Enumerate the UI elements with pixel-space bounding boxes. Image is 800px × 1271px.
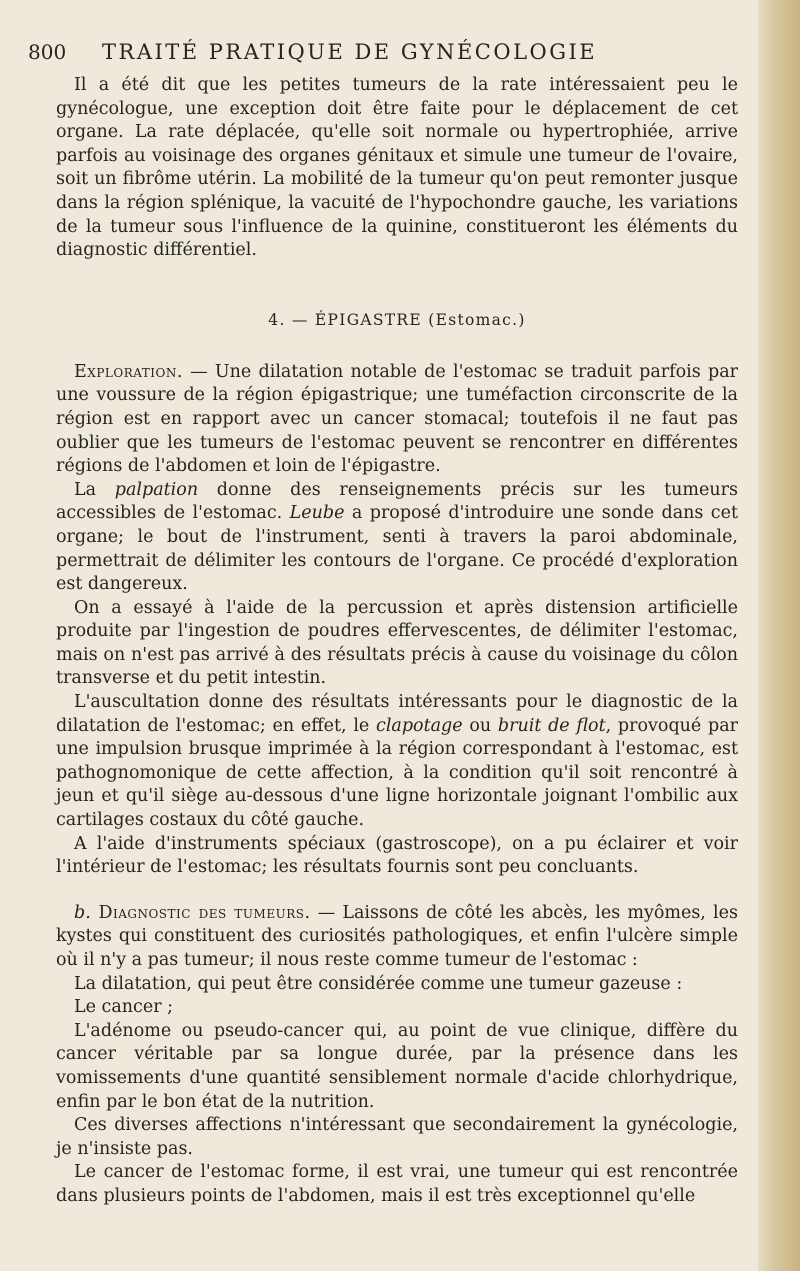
list-item-cancer: Le cancer ; — [74, 997, 174, 1018]
auscultation-mid: ou — [462, 715, 498, 736]
diagnostic-lead: Diagnostic des tumeurs. — [90, 902, 311, 923]
auscultation-pre: L'auscultation donne des résultats intéressants pour le diagnostic de la dilatation de l'estomac; en effet, le — [56, 692, 738, 736]
page-body — [28, 40, 738, 1209]
author-leube: Leube — [289, 503, 345, 524]
diagnostic-paragraph — [56, 902, 738, 973]
palpation-term: palpation — [114, 479, 199, 500]
diagnostic-letter: b. — [74, 902, 91, 923]
palpation-post: a proposé d'introduire une sonde dans cet organe; le bout de l'instrument, senti à travers la paroi abdominale, permettrait de délimiter les contours de l'organe. Ce procédé d'exploration est dangereux. — [56, 503, 738, 595]
page-number: 800 — [28, 40, 67, 64]
spacer — [56, 880, 738, 902]
clapotage-term: clapotage — [376, 715, 463, 736]
exploration-paragraph — [56, 361, 738, 479]
auscultation-paragraph — [56, 691, 738, 833]
list-item-dilatation: La dilatation, qui peut être considérée comme une tumeur gazeuse : — [74, 973, 683, 994]
palpation-paragraph — [56, 479, 738, 597]
diagnostic-text: — Laissons de côté les abcès, les myômes, les kystes qui constituent des curiosités pathologiques, et enfin l'ulcère simple où il n'y a pas tumeur; il nous reste comme tumeur de l'estomac : — [56, 902, 738, 970]
page-edge-shadow — [758, 0, 800, 1271]
exploration-text: — Une dilatation notable de l'estomac se traduit parfois par une voussure de la région épigastrique; une tuméfaction circonscrite de la région est en rapport avec un cancer stomacal; toutefois il ne faut pas oublier que les tumeurs de l'estomac peuvent se rencontrer en différentes régions de l'abdomen et loin de l'épigastre. — [56, 361, 738, 477]
closing-paragraph-1: Ces diverses affections n'intéressant que secondairement la gynécologie, je n'insiste pas. — [56, 1115, 738, 1159]
exploration-lead: Exploration. — [74, 361, 183, 382]
palpation-mid: donne des renseignements précis sur les tumeurs accessibles de l'estomac. — [56, 479, 738, 524]
running-title: TRAITÉ PRATIQUE DE GYNÉCOLOGIE — [102, 40, 598, 64]
auscultation-post: , provoqué par une impulsion brusque imprimée à la région correspondant à l'estomac, est pathognomonique de cette affection, à la condition qu'il soit rencontré à jeun et qu'il siège au-dessous d'une ligne horizontale joignant l'ombilic aux cartilages costaux du côté gauche. — [56, 715, 738, 831]
section-heading: 4. — ÉPIGASTRE (Estomac.) — [268, 310, 526, 329]
closing-paragraph-2: Le cancer de l'estomac forme, il est vrai, une tumeur qui est rencontrée dans plusieurs points de l'abdomen, mais il est très exceptionnel qu'elle — [56, 1162, 738, 1206]
bruit-de-flot-term: bruit de flot — [497, 715, 606, 736]
list-item-adenome: L'adénome ou pseudo-cancer qui, au point de vue clinique, diffère du cancer véritable par sa longue durée, par la présence dans les vomissements d'une quantité sensiblement normale d'acide chlorhydrique, enfin par le bon état de la nutrition. — [56, 1020, 738, 1112]
running-header — [28, 40, 738, 74]
percussion-paragraph: On a essayé à l'aide de la percussion et après distension artificielle produite par l'ingestion de poudres effervescentes, de délimiter l'estomac, mais on n'est pas arrivé à des résultats précis à cause du voisinage du côlon transverse et du petit intestin. — [56, 597, 738, 689]
palpation-pre: La — [74, 479, 115, 500]
gastroscope-paragraph: A l'aide d'instruments spéciaux (gastroscope), on a pu éclairer et voir l'intérieur de l'estomac; les résultats fournis sont peu concluants. — [56, 833, 738, 878]
intro-paragraph: Il a été dit que les petites tumeurs de la rate intéressaient peu le gynécologue, une exception doit être faite pour le déplacement de cet organe. La rate déplacée, qu'elle soit normale ou hypertrophiée, arrive parfois au voisinage des organes génitaux et simule une tumeur de l'ovaire, soit un fibrôme utérin. La mobilité de la tumeur qu'on peut remonter jusque dans la région splénique, la vacuité de l'hypochondre gauche, les variations de la tumeur sous l'influence de la quinine, constitueront les éléments du diagnostic différentiel. — [56, 75, 738, 261]
